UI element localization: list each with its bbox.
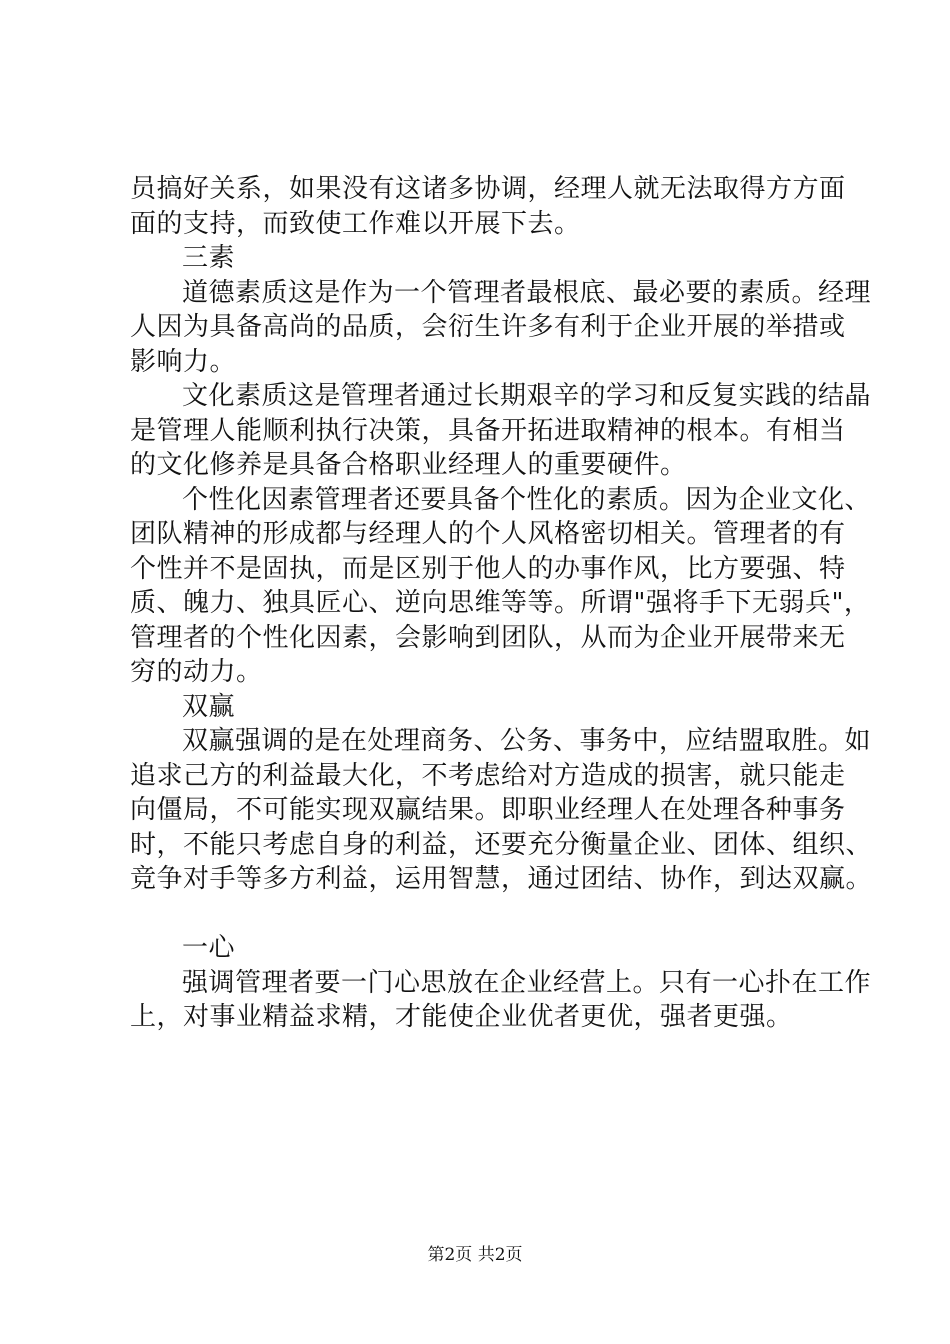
text-line: 向僵局，不可能实现双赢结果。即职业经理人在处理各种事务	[130, 795, 846, 825]
text-line: 上，对事业精益求精，才能使企业优者更优，强者更强。	[130, 1002, 793, 1032]
text-line: 员搞好关系，如果没有这诸多协调，经理人就无法取得方方面	[130, 174, 846, 204]
text-line: 穷的动力。	[130, 657, 263, 687]
blank-line	[130, 897, 852, 932]
page-footer: 第2页 共2页	[427, 1245, 523, 1265]
text-line: 竞争对手等多方利益，运用智慧，通过团结、协作，到达双赢。	[130, 864, 873, 894]
text-line: 个性并不是固执，而是区别于他人的办事作风，比方要强、特	[130, 553, 846, 584]
paragraph-start-line: 双赢强调的是在处理商务、公务、事务中，应结盟取胜。如	[182, 726, 872, 756]
text-line: 质、魄力、独具匠心、逆向思维等等。所谓"强将手下无弱兵"，	[130, 588, 871, 618]
paragraph-start-line: 三素	[182, 243, 236, 273]
paragraph-start-line: 强调管理者要一门心思放在企业经营上。只有一心扑在工作	[182, 967, 872, 998]
text-line: 面的支持，而致使工作难以开展下去。	[130, 208, 581, 239]
text-line: 追求己方的利益最大化，不考虑给对方造成的损害，就只能走	[130, 760, 846, 791]
text-line: 管理者的个性化因素，会影响到团队，从而为企业开展带来无	[130, 622, 846, 653]
text-line: 影响力。	[130, 346, 237, 377]
text-line: 的文化修养是具备合格职业经理人的重要硬件。	[130, 450, 687, 480]
document-body	[130, 172, 873, 1035]
paragraph-start-line: 道德素质这是作为一个管理者最根底、最必要的素质。经理	[182, 277, 872, 308]
paragraph-start-line: 双赢	[182, 691, 236, 722]
paragraph-start-line: 文化素质这是管理者通过长期艰辛的学习和反复实践的结晶	[182, 381, 872, 411]
text-line: 时，不能只考虑自身的利益，还要充分衡量企业、团体、组织、	[130, 829, 873, 860]
text-line: 人因为具备高尚的品质，会衍生许多有利于企业开展的举措或	[130, 312, 846, 342]
text-line: 团队精神的形成都与经理人的个人风格密切相关。管理者的有	[130, 519, 846, 549]
paragraph-start-line: 一心	[182, 933, 236, 963]
text-line: 是管理人能顺利执行决策，具备开拓进取精神的根本。有相当	[130, 415, 846, 446]
paragraph-start-line: 个性化因素管理者还要具备个性化的素质。因为企业文化、	[182, 484, 872, 515]
